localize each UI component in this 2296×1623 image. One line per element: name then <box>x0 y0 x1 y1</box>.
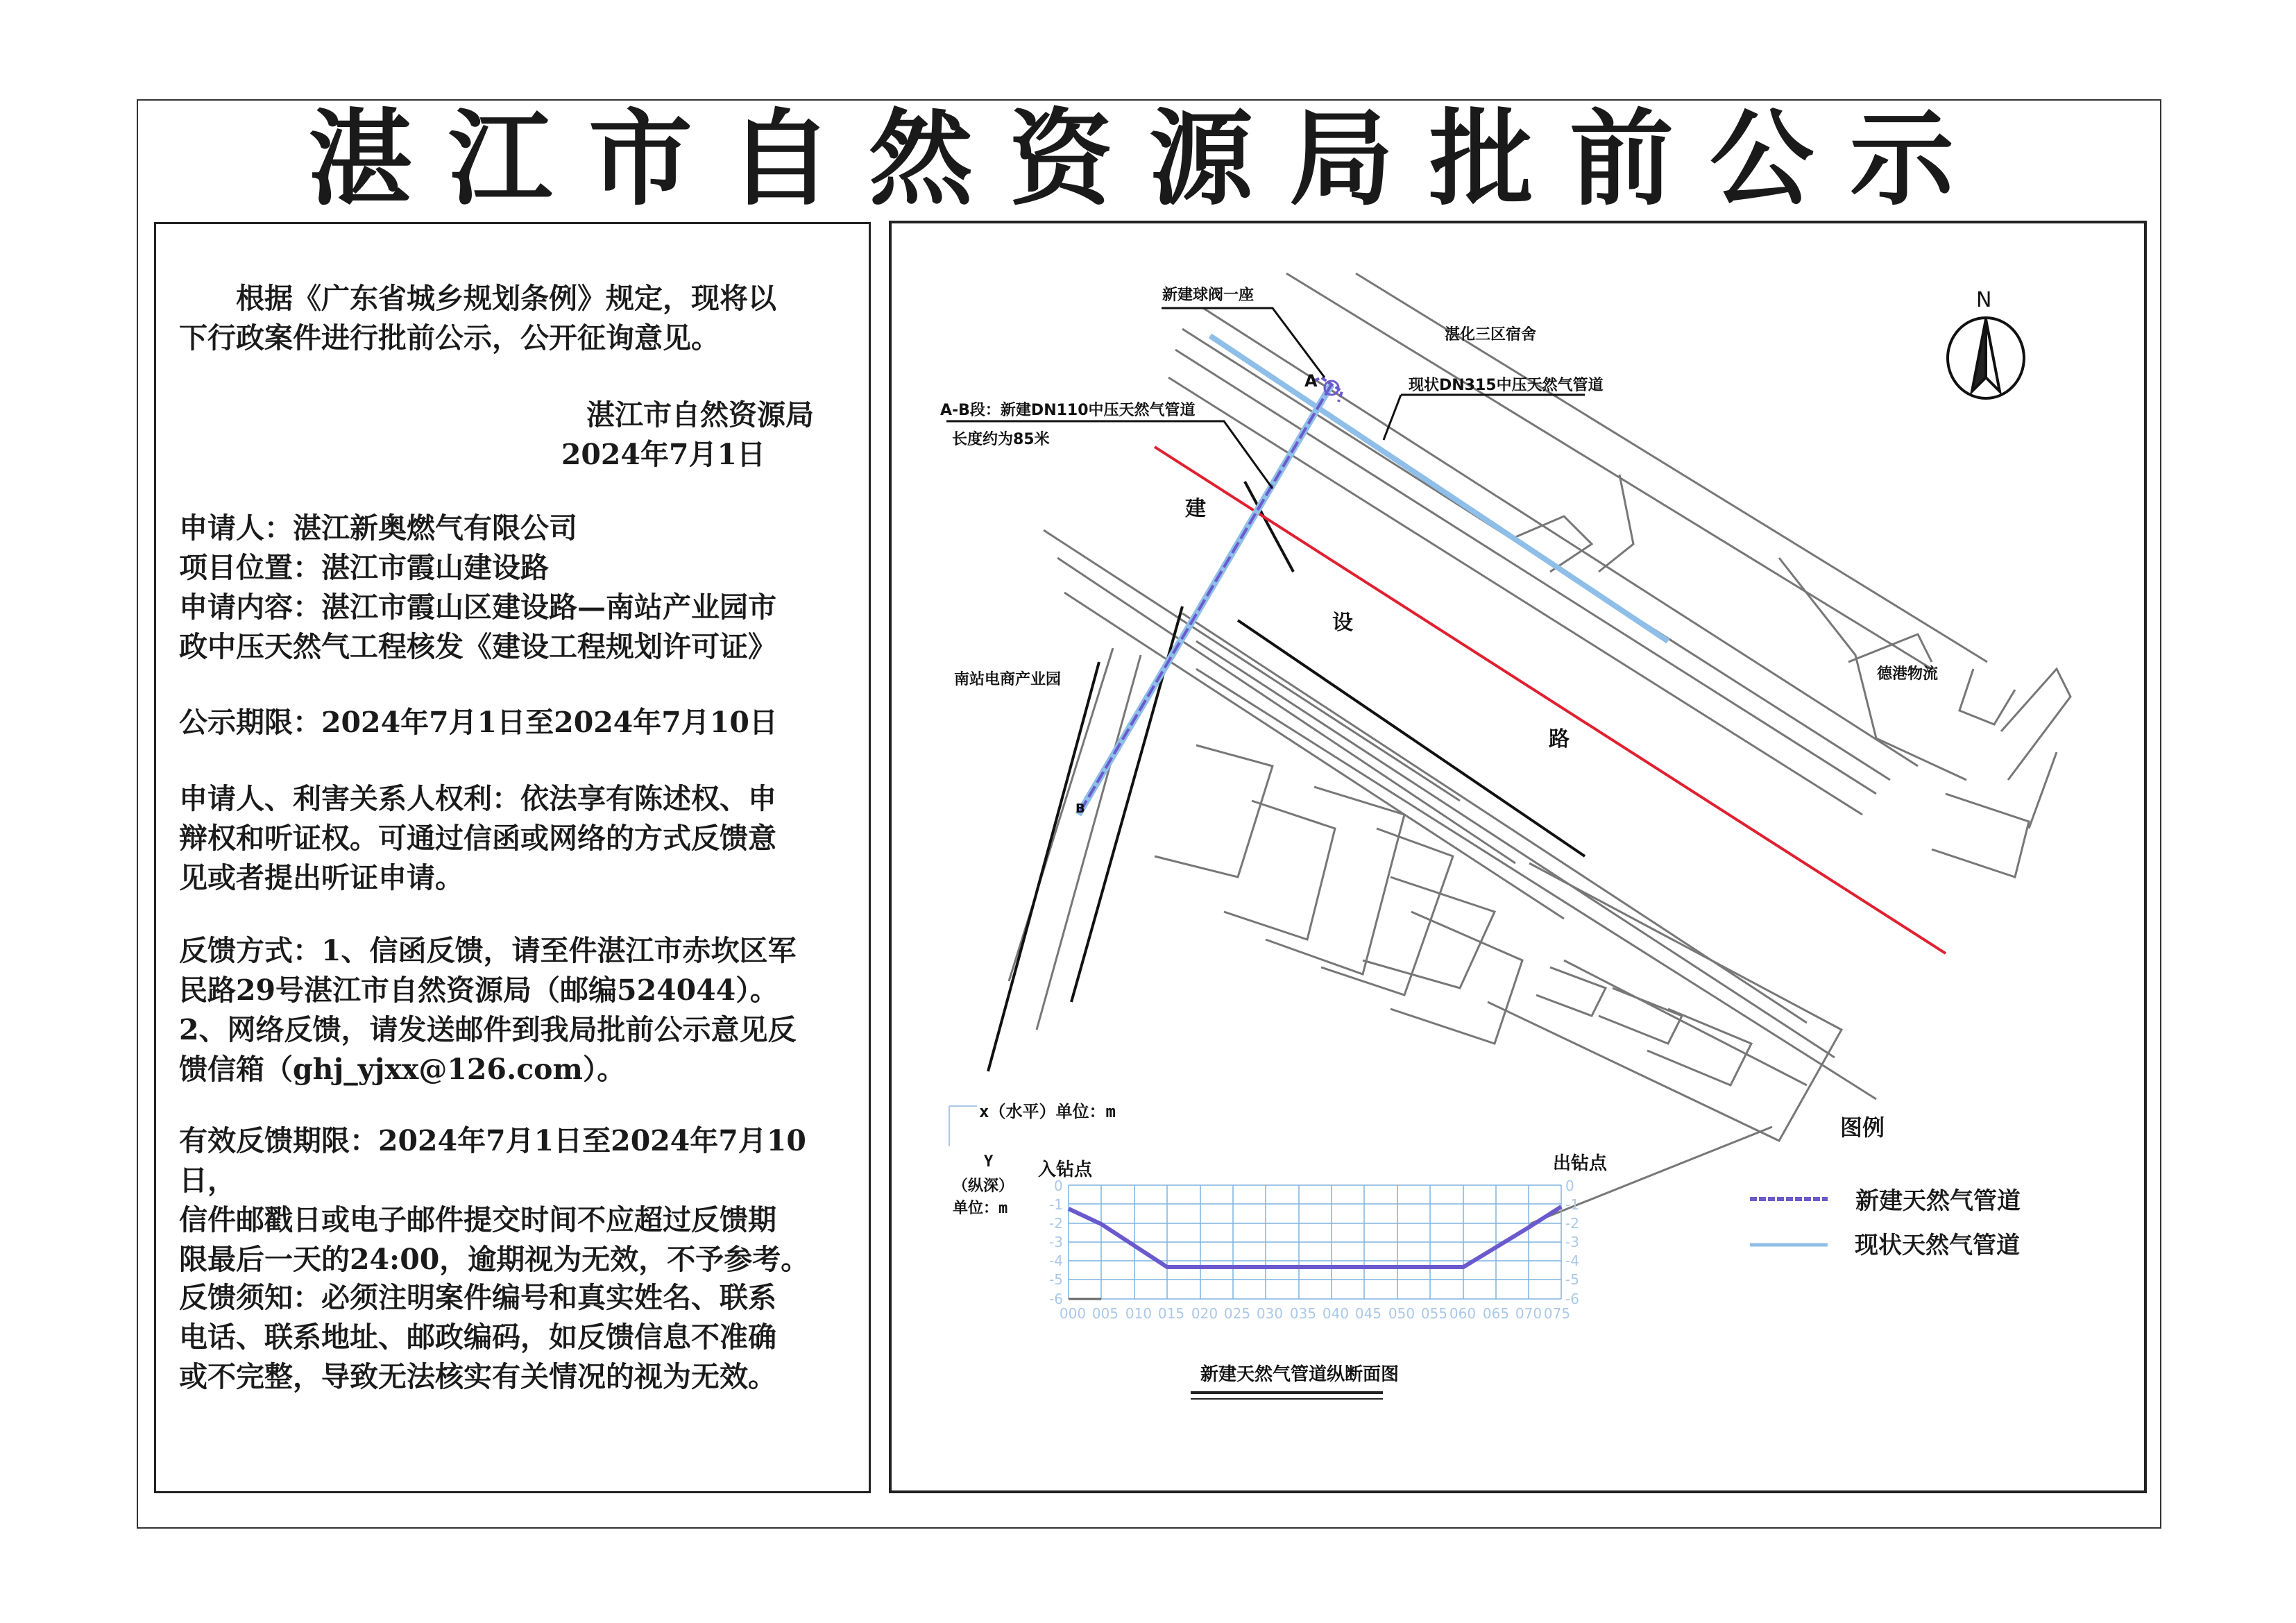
label-logistics: 德港物流 <box>1877 665 1939 683</box>
point-b-label: B <box>1075 801 1085 816</box>
page-title: 湛江市自然资源局批前公示 <box>307 99 1990 220</box>
road-label-1: 建 <box>1185 497 1206 521</box>
rights-section <box>179 779 845 898</box>
label-dormitory: 湛化三区宿舍 <box>1445 326 1537 343</box>
svg-text:-3: -3 <box>1565 1234 1579 1250</box>
label-pipe-length: 长度约为85米 <box>952 431 1050 448</box>
feedback-email: 馈信箱（ghj_yjxx@126.com）。 <box>179 1053 626 1086</box>
application-info <box>179 509 845 667</box>
svg-text:050: 050 <box>1388 1305 1415 1322</box>
svg-text:-6: -6 <box>1565 1291 1579 1307</box>
north-arrow-icon <box>1948 318 2024 398</box>
svg-text:000: 000 <box>1059 1305 1087 1322</box>
issue-date: 2024年7月1日 <box>561 438 765 471</box>
boundary-lines <box>988 482 1585 1071</box>
publicity-period <box>179 703 845 742</box>
svg-text:-1: -1 <box>1565 1196 1579 1213</box>
svg-text:070: 070 <box>1515 1305 1542 1322</box>
feedback-methods <box>179 931 845 1089</box>
rights-line-2: 辩权和听证权。可通过信函或网络的方式反馈意 <box>179 822 776 855</box>
label-existing-pipe: 现状DN315中压天然气管道 <box>1409 377 1604 394</box>
label-new-valve: 新建球阀一座 <box>1162 287 1255 304</box>
svg-text:-4: -4 <box>1565 1252 1579 1269</box>
rights-line-3: 见或者提出听证申请。 <box>179 861 464 894</box>
svg-text:035: 035 <box>1289 1305 1317 1322</box>
profile-pipe-line <box>1069 1207 1561 1267</box>
project-location: 项目位置：湛江市霞山建设路 <box>179 551 549 584</box>
svg-text:025: 025 <box>1223 1305 1251 1322</box>
deadline-line-2: 信件邮戳日或电子邮件提交时间不应超过反馈期 <box>179 1203 776 1237</box>
svg-text:060: 060 <box>1449 1305 1477 1322</box>
legend-new-pipe-label: 新建天然气管道 <box>1855 1187 2021 1215</box>
label-new-pipe: A-B段：新建DN110中压天然气管道 <box>940 402 1196 419</box>
svg-text:-2: -2 <box>1049 1215 1063 1232</box>
profile-grid <box>1069 1185 1561 1299</box>
svg-text:-5: -5 <box>1049 1271 1063 1288</box>
publicity-period-text: 公示期限：2024年7月1日至2024年7月10日 <box>179 706 778 739</box>
notes-line-2: 电话、联系地址、邮政编码，如反馈信息不准确 <box>179 1320 776 1354</box>
feedback-deadline <box>179 1121 845 1280</box>
north-label: N <box>1976 288 1992 312</box>
road-label-2: 设 <box>1332 611 1353 635</box>
notes-line-1: 反馈须知：必须注明案件编号和真实姓名、联系 <box>179 1281 776 1314</box>
legend-existing-pipe-label: 现状天然气管道 <box>1855 1232 2020 1259</box>
profile-x-ticks <box>1060 1305 1570 1322</box>
point-a-label: A <box>1304 371 1318 391</box>
deadline-line-3: 限最后一天的24:00，逾期视为无效，不予参考。 <box>179 1243 810 1276</box>
svg-text:-2: -2 <box>1565 1215 1579 1232</box>
svg-text:005: 005 <box>1091 1305 1119 1322</box>
profile-y-axis-label: Y <box>984 1153 994 1171</box>
issuer-block <box>179 396 814 475</box>
svg-text:0: 0 <box>1054 1178 1063 1194</box>
svg-text:015: 015 <box>1157 1305 1185 1322</box>
profile-x-axis-label: x（水平）单位：m <box>979 1102 1116 1121</box>
svg-text:-6: -6 <box>1049 1291 1063 1307</box>
svg-text:-4: -4 <box>1049 1252 1063 1269</box>
deadline-line-1: 有效反馈期限：2024年7月1日至2024年7月10日， <box>179 1124 806 1197</box>
feedback-line-3: 2、网络反馈，请发送邮件到我局批前公示意见反 <box>179 1013 797 1046</box>
exit-point-label: 出钻点 <box>1553 1153 1608 1174</box>
road-label-3: 路 <box>1549 727 1570 751</box>
notice-intro <box>179 279 845 358</box>
application-content-1: 申请内容：湛江市霞山区建设路—南站产业园市 <box>179 590 776 624</box>
svg-text:040: 040 <box>1322 1305 1350 1322</box>
svg-text:075: 075 <box>1543 1305 1571 1322</box>
intro-line-2: 下行政案件进行批前公示，公开征询意见。 <box>179 321 720 355</box>
svg-text:045: 045 <box>1354 1305 1382 1322</box>
profile-y-axis-sublabel: （纵深） <box>953 1178 1014 1195</box>
profile-title: 新建天然气管道纵断面图 <box>1200 1364 1400 1385</box>
notes-line-3: 或不完整，导致无法核实有关情况的视为无效。 <box>179 1360 776 1393</box>
svg-text:-1: -1 <box>1049 1196 1063 1213</box>
profile-y-axis-unit: 单位：m <box>953 1200 1008 1217</box>
svg-text:-3: -3 <box>1049 1234 1063 1250</box>
application-content-2: 政中压天然气工程核发《建设工程规划许可证》 <box>179 630 776 663</box>
legend-title: 图例 <box>1840 1114 1885 1141</box>
svg-text:065: 065 <box>1482 1305 1510 1322</box>
svg-text:010: 010 <box>1125 1305 1153 1322</box>
issuer: 湛江市自然资源局 <box>586 398 814 432</box>
entry-point-label: 入钻点 <box>1038 1159 1093 1180</box>
feedback-line-2: 民路29号湛江市自然资源局（邮编524044）。 <box>179 974 779 1007</box>
profile-chart <box>949 1106 1579 1399</box>
svg-text:-5: -5 <box>1565 1271 1579 1288</box>
svg-text:0: 0 <box>1565 1178 1574 1194</box>
rights-line-1: 申请人、利害关系人权利：依法享有陈述权、申 <box>179 782 776 815</box>
feedback-line-1: 反馈方式：1、信函反馈，请至件湛江市赤坎区军 <box>179 934 797 967</box>
svg-text:020: 020 <box>1191 1305 1218 1322</box>
svg-text:055: 055 <box>1420 1305 1448 1322</box>
label-park: 南站电商产业园 <box>954 671 1062 688</box>
feedback-notes <box>179 1278 845 1397</box>
svg-text:030: 030 <box>1256 1305 1284 1322</box>
applicant: 申请人：湛江新奥燃气有限公司 <box>179 511 577 545</box>
intro-line-1: 根据《广东省城乡规划条例》规定，现将以 <box>236 282 776 315</box>
